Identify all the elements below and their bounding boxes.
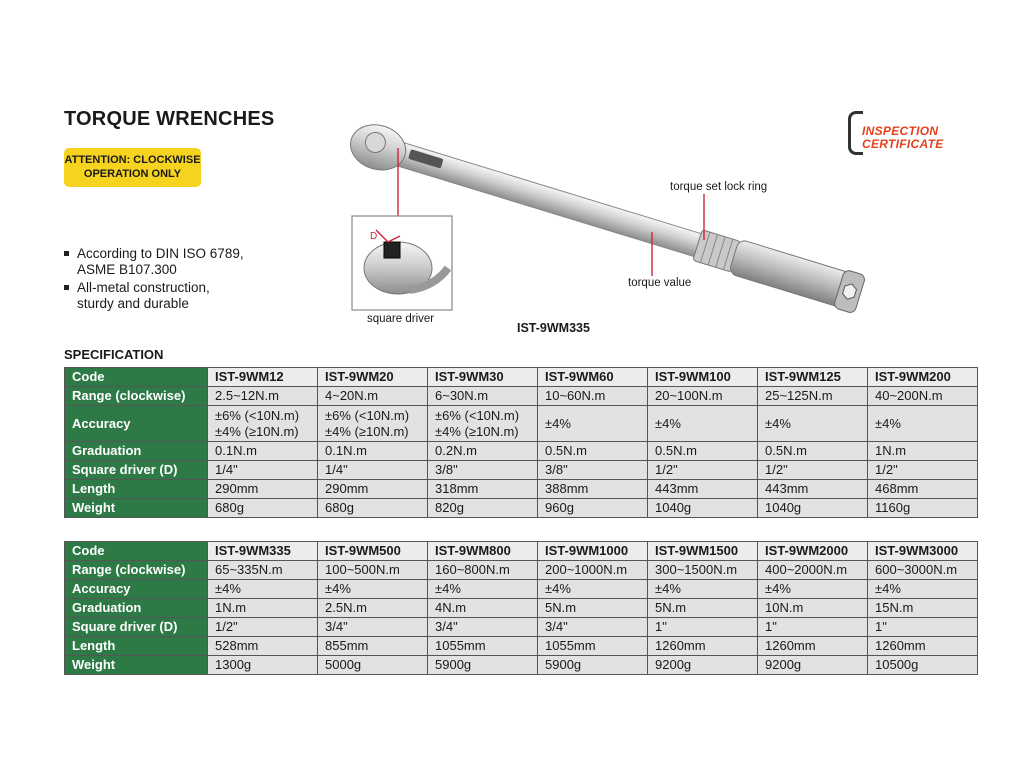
table-cell: IST-9WM200 [868, 368, 978, 387]
table-cell: ±4% [868, 580, 978, 599]
table-row [65, 387, 978, 406]
table-cell: 5N.m [648, 599, 758, 618]
table-cell: 1/4" [208, 461, 318, 480]
bullet-icon [64, 251, 69, 256]
table-cell: 1260mm [868, 637, 978, 656]
cell-line: ±6% (<10N.m) [435, 407, 520, 423]
table-cell: ±4% [208, 580, 318, 599]
table-cell: 5900g [538, 656, 648, 675]
row-header: Graduation [65, 599, 208, 618]
table-cell: 1N.m [868, 442, 978, 461]
lock-ring-callout: torque set lock ring [670, 181, 768, 193]
table-cell: 443mm [758, 480, 868, 499]
table-row [65, 406, 978, 442]
feature-text: All-metal construction, [77, 280, 210, 295]
table-cell: 15N.m [868, 599, 978, 618]
table-cell: 680g [208, 499, 318, 518]
row-header: Length [65, 480, 208, 499]
attention-badge [64, 148, 201, 187]
table-cell: 100~500N.m [318, 561, 428, 580]
table-cell: 290mm [318, 480, 428, 499]
row-header: Weight [65, 499, 208, 518]
attention-line-1: ATTENTION: CLOCKWISE [64, 154, 201, 166]
table-cell: 1055mm [538, 637, 648, 656]
certificate-line-1: INSPECTION [862, 124, 939, 138]
table-cell: 10500g [868, 656, 978, 675]
table-cell: 3/8" [538, 461, 648, 480]
table-cell: IST-9WM500 [318, 542, 428, 561]
table-cell: IST-9WM2000 [758, 542, 868, 561]
table-cell: 1" [868, 618, 978, 637]
table-row [65, 542, 978, 561]
table-cell: 5N.m [538, 599, 648, 618]
table-cell: 960g [538, 499, 648, 518]
table-cell: 1/2" [648, 461, 758, 480]
table-cell: 1/2" [208, 618, 318, 637]
table-cell: ±4% [318, 580, 428, 599]
certificate-line-2: CERTIFICATE [862, 137, 944, 151]
table-cell: 2.5N.m [318, 599, 428, 618]
spec-table-1 [64, 367, 978, 518]
table-cell: ±4% [758, 406, 868, 442]
table-cell: 1N.m [208, 599, 318, 618]
table-cell: 5900g [428, 656, 538, 675]
driver-dimension-label: D [370, 231, 378, 242]
table-cell: ±4% [648, 406, 758, 442]
row-header: Range (clockwise) [65, 561, 208, 580]
table-cell: 820g [428, 499, 538, 518]
table-cell: 160~800N.m [428, 561, 538, 580]
table-cell: 3/8" [428, 461, 538, 480]
row-header: Code [65, 368, 208, 387]
table-cell: 855mm [318, 637, 428, 656]
table-cell: 443mm [648, 480, 758, 499]
table-cell: 1260mm [758, 637, 868, 656]
table-cell: IST-9WM125 [758, 368, 868, 387]
table-cell: 2.5~12N.m [208, 387, 318, 406]
table-row [65, 480, 978, 499]
table-row [65, 442, 978, 461]
table-cell: 65~335N.m [208, 561, 318, 580]
table-cell: 9200g [648, 656, 758, 675]
table-cell: IST-9WM800 [428, 542, 538, 561]
table-cell: IST-9WM1000 [538, 542, 648, 561]
row-header: Accuracy [65, 406, 208, 442]
table-cell: 4~20N.m [318, 387, 428, 406]
table-cell: 528mm [208, 637, 318, 656]
row-header: Square driver (D) [65, 618, 208, 637]
table-cell: 300~1500N.m [648, 561, 758, 580]
feature-list [64, 246, 244, 314]
torque-wrench-illustration [340, 108, 900, 318]
illustrated-model-label: IST-9WM335 [517, 321, 590, 335]
feature-item [64, 280, 244, 312]
table-cell: IST-9WM1500 [648, 542, 758, 561]
table-cell: ±4% [538, 406, 648, 442]
table-cell: 1055mm [428, 637, 538, 656]
table-row [65, 618, 978, 637]
table-cell: 1160g [868, 499, 978, 518]
attention-line-2: OPERATION ONLY [83, 168, 182, 180]
table-row [65, 461, 978, 480]
table-cell [428, 406, 538, 442]
row-header: Length [65, 637, 208, 656]
table-cell [318, 406, 428, 442]
table-cell: IST-9WM3000 [868, 542, 978, 561]
bullet-icon [64, 285, 69, 290]
feature-text: sturdy and durable [77, 296, 189, 311]
cell-line: ±6% (<10N.m) [325, 407, 410, 423]
table-cell: 1040g [648, 499, 758, 518]
table-cell: ±4% [538, 580, 648, 599]
table-cell: 1" [758, 618, 868, 637]
table-cell: IST-9WM60 [538, 368, 648, 387]
table-cell: 0.1N.m [208, 442, 318, 461]
table-cell: 5000g [318, 656, 428, 675]
table-cell: 3/4" [318, 618, 428, 637]
row-header: Accuracy [65, 580, 208, 599]
table-cell: 0.5N.m [758, 442, 868, 461]
table-cell: 388mm [538, 480, 648, 499]
cell-line: ±4% (≥10N.m) [435, 423, 519, 439]
table-row [65, 637, 978, 656]
torque-value-callout: torque value [628, 277, 692, 289]
table-cell: IST-9WM20 [318, 368, 428, 387]
table-cell: 0.1N.m [318, 442, 428, 461]
table-row [65, 599, 978, 618]
table-cell: 40~200N.m [868, 387, 978, 406]
table-cell [208, 406, 318, 442]
table-cell: 9200g [758, 656, 868, 675]
table-cell: ±4% [868, 406, 978, 442]
row-header: Square driver (D) [65, 461, 208, 480]
table-cell: 1260mm [648, 637, 758, 656]
table-cell: IST-9WM12 [208, 368, 318, 387]
table-cell: 10N.m [758, 599, 868, 618]
row-header: Weight [65, 656, 208, 675]
page-title: TORQUE WRENCHES [64, 108, 275, 130]
cell-line: ±4% (≥10N.m) [215, 423, 299, 439]
table-cell: 0.5N.m [648, 442, 758, 461]
table-cell: 468mm [868, 480, 978, 499]
table-cell: 1" [648, 618, 758, 637]
feature-text: ASME B107.300 [77, 262, 177, 277]
table-cell: 1040g [758, 499, 868, 518]
table-cell: 10~60N.m [538, 387, 648, 406]
table-cell: 3/4" [428, 618, 538, 637]
table-cell: IST-9WM335 [208, 542, 318, 561]
table-cell: 1/4" [318, 461, 428, 480]
table-cell: 318mm [428, 480, 538, 499]
row-header: Range (clockwise) [65, 387, 208, 406]
table-cell: 600~3000N.m [868, 561, 978, 580]
table-cell: 4N.m [428, 599, 538, 618]
table-cell: 1/2" [758, 461, 868, 480]
table-cell: 1300g [208, 656, 318, 675]
table-cell: 6~30N.m [428, 387, 538, 406]
table-cell: 3/4" [538, 618, 648, 637]
table-row [65, 656, 978, 675]
table-cell: 1/2" [868, 461, 978, 480]
feature-text: According to DIN ISO 6789, [77, 246, 244, 261]
cell-line: ±4% (≥10N.m) [325, 423, 409, 439]
table-cell: IST-9WM100 [648, 368, 758, 387]
table-cell: IST-9WM30 [428, 368, 538, 387]
table-cell: 400~2000N.m [758, 561, 868, 580]
table-cell: ±4% [758, 580, 868, 599]
table-row [65, 499, 978, 518]
table-cell: 680g [318, 499, 428, 518]
spec-table-2 [64, 541, 978, 675]
table-cell: 0.2N.m [428, 442, 538, 461]
square-driver-callout: square driver [367, 313, 435, 325]
table-cell: ±4% [428, 580, 538, 599]
table-cell: 25~125N.m [758, 387, 868, 406]
cell-line: ±6% (<10N.m) [215, 407, 300, 423]
table-cell: 290mm [208, 480, 318, 499]
table-cell: 20~100N.m [648, 387, 758, 406]
table-cell: 0.5N.m [538, 442, 648, 461]
table-cell: ±4% [648, 580, 758, 599]
table-row [65, 580, 978, 599]
row-header: Code [65, 542, 208, 561]
specification-heading: SPECIFICATION [64, 347, 164, 362]
row-header: Graduation [65, 442, 208, 461]
table-row [65, 561, 978, 580]
table-cell: 200~1000N.m [538, 561, 648, 580]
feature-item [64, 246, 244, 278]
table-row [65, 368, 978, 387]
